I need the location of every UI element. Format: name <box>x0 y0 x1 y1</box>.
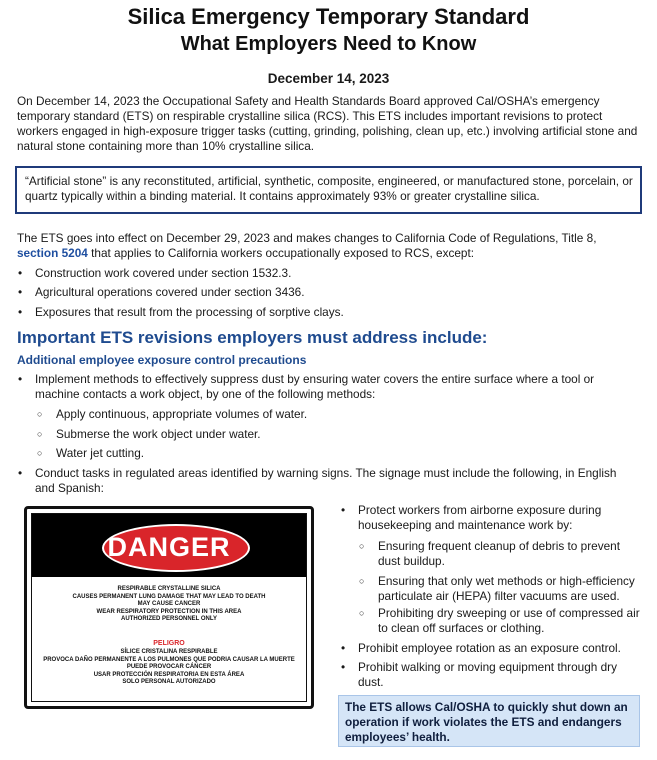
danger-word: DANGER <box>107 532 231 562</box>
rotation-item <box>341 641 640 656</box>
bullet-icon: • <box>18 285 23 299</box>
water-method-text: Submerse the work object under water. <box>56 427 261 441</box>
housekeeping-text: Protect workers from airborne exposure during housekeeping and maintenance work by: <box>358 503 602 532</box>
circle-bullet-icon: ○ <box>359 576 365 586</box>
document-date: December 14, 2023 <box>267 71 390 86</box>
water-method-item <box>37 446 616 461</box>
walking-item <box>341 660 640 690</box>
rotation-text: Prohibit employee rotation as an exposure control. <box>358 641 621 655</box>
bullet-icon: • <box>18 305 23 319</box>
exception-text: Exposures that result from the processing of sorptive clays. <box>35 305 344 319</box>
intro-paragraph: On December 14, 2023 the Occupational Safety and Health Standards Board approved Cal/OSHA’s emergency temporary standard (ETS) on respirable crystalline silica (RCS). This ETS includes important revisions to protect workers engaged in high-exposure trigger tasks (cutting, grinding, polishing, clean up, etc.) involving artificial stone and natural stone containing more than 10% crystalline silica. <box>17 94 638 153</box>
circle-bullet-icon: ○ <box>359 608 365 618</box>
artificial-stone-definition: “Artificial stone” is any reconstituted, artificial, synthetic, composite, engineered, or manufactured stone, porcelain, or quartz typically within a binding material. It contains approximately 93% or greater crystalline silica. <box>15 166 642 214</box>
exception-item <box>18 285 635 300</box>
exception-text: Agricultural operations covered under section 3436. <box>35 285 305 299</box>
warning-signs-item <box>18 466 635 496</box>
effective-date-text-cont: that applies to California workers occupationally exposed to RCS, except: <box>87 246 475 260</box>
water-suppression-item <box>18 372 635 402</box>
warning-signs-text: Conduct tasks in regulated areas identified by warning signs. The signage must include the following, in English and Spanish: <box>35 466 617 495</box>
housekeeping-subitem <box>359 539 640 569</box>
sign-spanish-text: SÍLICE CRISTALINA RESPIRABLE PROVOCA DAÑO PERMANENTE A LOS PULMONES QUE PODRIA CAUSAR LA MUERTE PUEDE PROVOCAR CÁNCER USAR PROTECCIÓN RESPIRATORIA EN ESTA ÁREA SOLO PERSONAL AUTORIZADO <box>43 649 295 685</box>
bullet-icon: • <box>18 466 23 480</box>
page-subtitle: What Employers Need to Know <box>180 33 477 55</box>
circle-bullet-icon: ○ <box>37 448 43 458</box>
bullet-icon: • <box>341 641 346 655</box>
section-heading: Important ETS revisions employers must address include: <box>17 328 488 347</box>
effective-date-paragraph <box>17 231 642 261</box>
bullet-icon: • <box>18 372 23 386</box>
sign-frame <box>31 513 307 702</box>
water-method-item <box>37 427 616 442</box>
housekeeping-subtext: Ensuring frequent cleanup of debris to prevent dust buildup. <box>378 539 620 568</box>
sign-english-text: RESPIRABLE CRYSTALLINE SILICA CAUSES PERMANENT LUNG DAMAGE THAT MAY LEAD TO DEATH MAY CAUSE CANCER WEAR RESPIRATORY PROTECTION IN THIS AREA AUTHORIZED PERSONNEL ONLY <box>72 586 266 622</box>
peligro-word: PELIGRO <box>153 640 185 647</box>
circle-bullet-icon: ○ <box>37 429 43 439</box>
page-title: Silica Emergency Temporary Standard <box>127 4 530 29</box>
walking-text: Prohibit walking or moving equipment through dry dust. <box>358 660 618 689</box>
housekeeping-subitem <box>359 606 640 636</box>
exception-item <box>18 305 635 320</box>
bullet-icon: • <box>18 266 23 280</box>
water-method-item <box>37 407 616 422</box>
subsection-heading: Additional employee exposure control precautions <box>17 353 307 367</box>
bullet-icon: • <box>341 660 346 674</box>
water-method-text: Apply continuous, appropriate volumes of water. <box>56 407 308 421</box>
housekeeping-subtext: Prohibiting dry sweeping or use of compressed air to clean off surfaces or clothing. <box>378 606 640 635</box>
housekeeping-subtext: Ensuring that only wet methods or high-efficiency particulate air (HEPA) filter vacuums are used. <box>378 574 635 603</box>
exception-item <box>18 266 635 281</box>
circle-bullet-icon: ○ <box>359 541 365 551</box>
exception-text: Construction work covered under section 1532.3. <box>35 266 292 280</box>
housekeeping-item <box>341 503 640 533</box>
housekeeping-subitem <box>359 574 640 604</box>
bullet-icon: • <box>341 503 346 517</box>
water-suppression-text: Implement methods to effectively suppress dust by ensuring water covers the entire surface where a tool or machine contacts a work object, by one of the following methods: <box>35 372 595 401</box>
water-method-text: Water jet cutting. <box>56 446 145 460</box>
effective-date-text: The ETS goes into effect on December 29, 2023 and makes changes to California Code of Regulations, Title 8, <box>17 231 597 245</box>
circle-bullet-icon: ○ <box>37 409 43 419</box>
danger-sign-image <box>24 506 314 709</box>
shutdown-note-box: The ETS allows Cal/OSHA to quickly shut down an operation if work violates the ETS and endangers employees’ health. <box>338 695 640 747</box>
section-5204-link[interactable]: section 5204 <box>17 246 88 260</box>
